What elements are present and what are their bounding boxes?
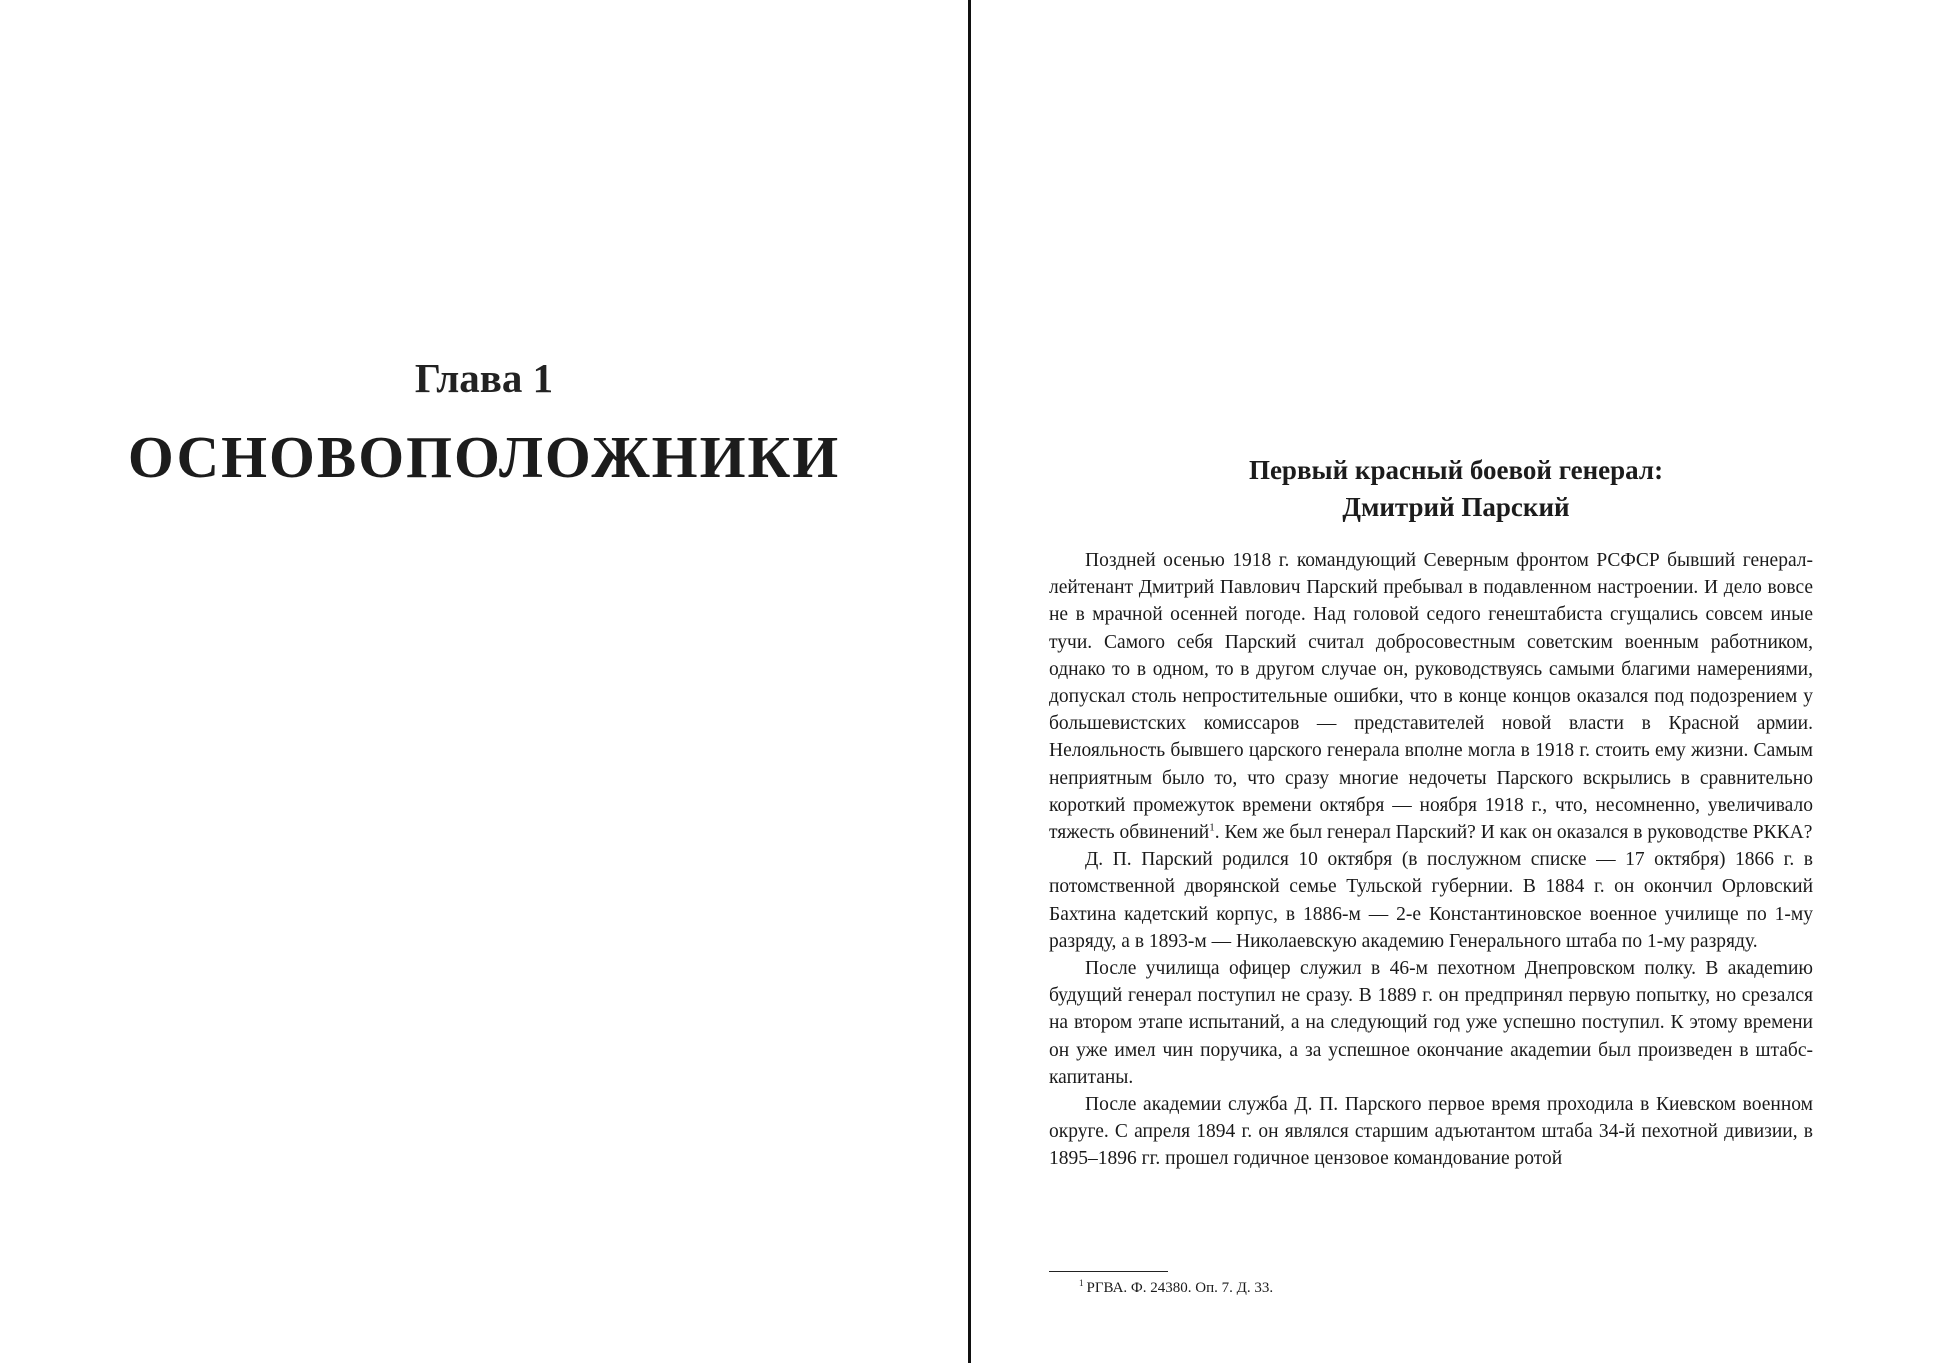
section-heading-line-1: Первый красный боевой генерал: — [1248, 455, 1664, 485]
paragraph-4: После академии служба Д. П. Парского первое время проходила в Киевском военном округе. С апреля 1894 г. он являлся старшим адъютантом штаба 34-й пехотной дивизии, в 1895–1896 гг. прошел годичное цензовое командование ротой — [1049, 1094, 1813, 1170]
right-page — [971, 0, 1941, 1363]
section-heading-line-2: Дмитрий Парский — [1342, 492, 1570, 522]
chapter-label: Глава 1 — [414, 355, 554, 401]
left-page — [0, 0, 968, 1363]
paragraph-1 — [1049, 547, 1813, 846]
paragraph-1-text: Поздней осенью 1918 г. командующий Северным фронтом РСФСР бывший генерал-лейтенант Дмитрий Павлович Парский пребывал в подавленном настроении. И дело вовсе не в мрачной осенней погоде. Над головой седого генештабиста сгущались совсем иные тучи. Самого себя Парский считал добросовестным советским военным работником, однако то в одном, то в другом случае он, руководствуясь самыми благими намерениями, допускал столь непростительные ошибки, что в конце концов оказался под подозрением у большевистских комиссаров — представителей новой власти в Красной армии. Нелояльность бывшего царского генерала вполне могла в 1918 г. стоить ему жизни. Самым неприятным было то, что сразу многие недочеты Парского вскрылись в сравнительно короткий промежуток времени октября — ноября 1918 г., что, несомненно, увеличивало тяжесть обвинений — [1049, 550, 1813, 844]
section-heading — [971, 452, 1941, 526]
paragraph-2: Д. П. Парский родился 10 октября (в послужном списке — 17 октября) 1866 г. в потомственной дворянской семье Тульской губернии. В 1884 г. он окончил Орловский Бахтина кадетский корпус, в 1886-м — 2-е Константиновское военное училище по 1-му разряду, а в 1893-м — Николаевскую академию Генерального штаба по 1-му разряду. — [1049, 849, 1813, 952]
footnote-divider — [1049, 1271, 1168, 1272]
footnote-reference-mark[interactable]: 1 — [1209, 821, 1215, 834]
footnote-mark: 1 — [1079, 1278, 1084, 1288]
footnote — [1079, 1278, 1809, 1298]
footnote-text: РГВА. Ф. 24380. Оп. 7. Д. 33. — [1086, 1280, 1274, 1296]
paragraph-3: После училища офицер служил в 46-м пехотном Днепровском полку. В акадеmию будущий генерал поступил не сразу. В 1889 г. он предпринял первую попытку, но срезался на втором этапе испытаний, а на следующий год уже успешно поступил. К этому времени он уже имел чин поручика, а за успешное окончание акадеmии был произведен в штабс-капитаны. — [1049, 958, 1813, 1088]
paragraph-1-text-continued: . Кем же был генерал Парский? И как он оказался в руководстве РККА? — [1214, 822, 1813, 844]
body-text — [1049, 547, 1813, 1173]
chapter-title: ОСНОВОПОЛОЖНИКИ — [127, 424, 841, 490]
